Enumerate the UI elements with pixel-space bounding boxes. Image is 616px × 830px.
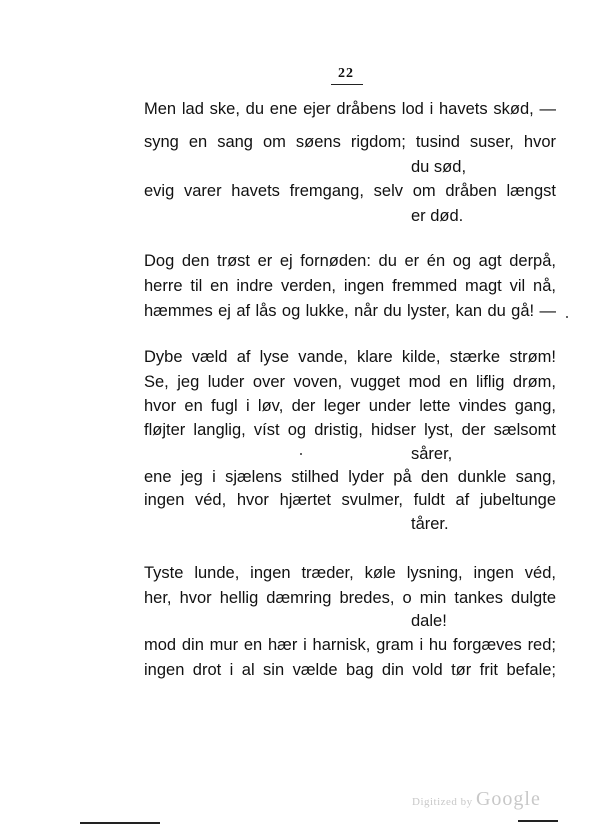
poem-line: Tyste lunde, ingen træder, køle lysning, ingen véd, (144, 564, 556, 582)
poem-line-continuation: tårer. (411, 515, 449, 533)
poem-line: syng en sang om søens rigdom; tusind suser, hvor (144, 133, 556, 151)
poem-line-continuation: er død. (411, 207, 464, 225)
poem-line: herre til en indre verden, ingen fremmed magt vil nå, (144, 277, 556, 295)
poem-line: ingen véd, hvor hjærtet svulmer, fuldt af jubeltunge (144, 491, 556, 509)
poem-line: evig varer havets fremgang, selv om dråben længst (144, 182, 556, 200)
stray-dot (300, 453, 302, 455)
poem-line: her, hvor hellig dæmring bredes, o min tankes dulgte (144, 589, 556, 607)
poem-line-continuation: du sød, (411, 158, 467, 176)
poem-line: Dybe væld af lyse vande, klare kilde, stærke strøm! (144, 348, 556, 366)
poem-line-continuation: sårer, (411, 445, 453, 463)
footer-rule-left (80, 822, 160, 824)
page-number-rule (331, 84, 363, 85)
footer-rule-right (518, 820, 558, 822)
poem-line: mod din mur en hær i harnisk, gram i hu forgæves red; (144, 636, 556, 654)
page-number: 22 (338, 66, 354, 81)
stray-dot (566, 316, 568, 318)
poem-line: hvor en fugl i løv, der leger under lette vindes gang, (144, 397, 556, 415)
poem-line: Men lad ske, du ene ejer dråbens lod i havets skød, — (144, 100, 556, 118)
poem-line: fløjter langlig, víst og dristig, hidser lyst, der sælsomt (144, 421, 556, 439)
poem-line: ene jeg i sjælens stilhed lyder på den dunkle sang, (144, 468, 556, 486)
poem-line: Se, jeg luder over voven, vugget mod en liflig drøm, (144, 373, 556, 391)
poem-line: Dog den trøst er ej fornøden: du er én og agt derpå, (144, 252, 556, 270)
watermark-prefix: Digitized by (412, 796, 473, 808)
digitized-watermark (412, 788, 541, 811)
watermark-brand: Google (475, 788, 541, 810)
poem-line: ingen drot i al sin vælde bag din vold tør frit befale; (144, 661, 556, 679)
poem-line-continuation: dale! (411, 612, 447, 630)
poem-line: hæmmes ej af lås og lukke, når du lyster, kan du gå! — (144, 302, 556, 320)
